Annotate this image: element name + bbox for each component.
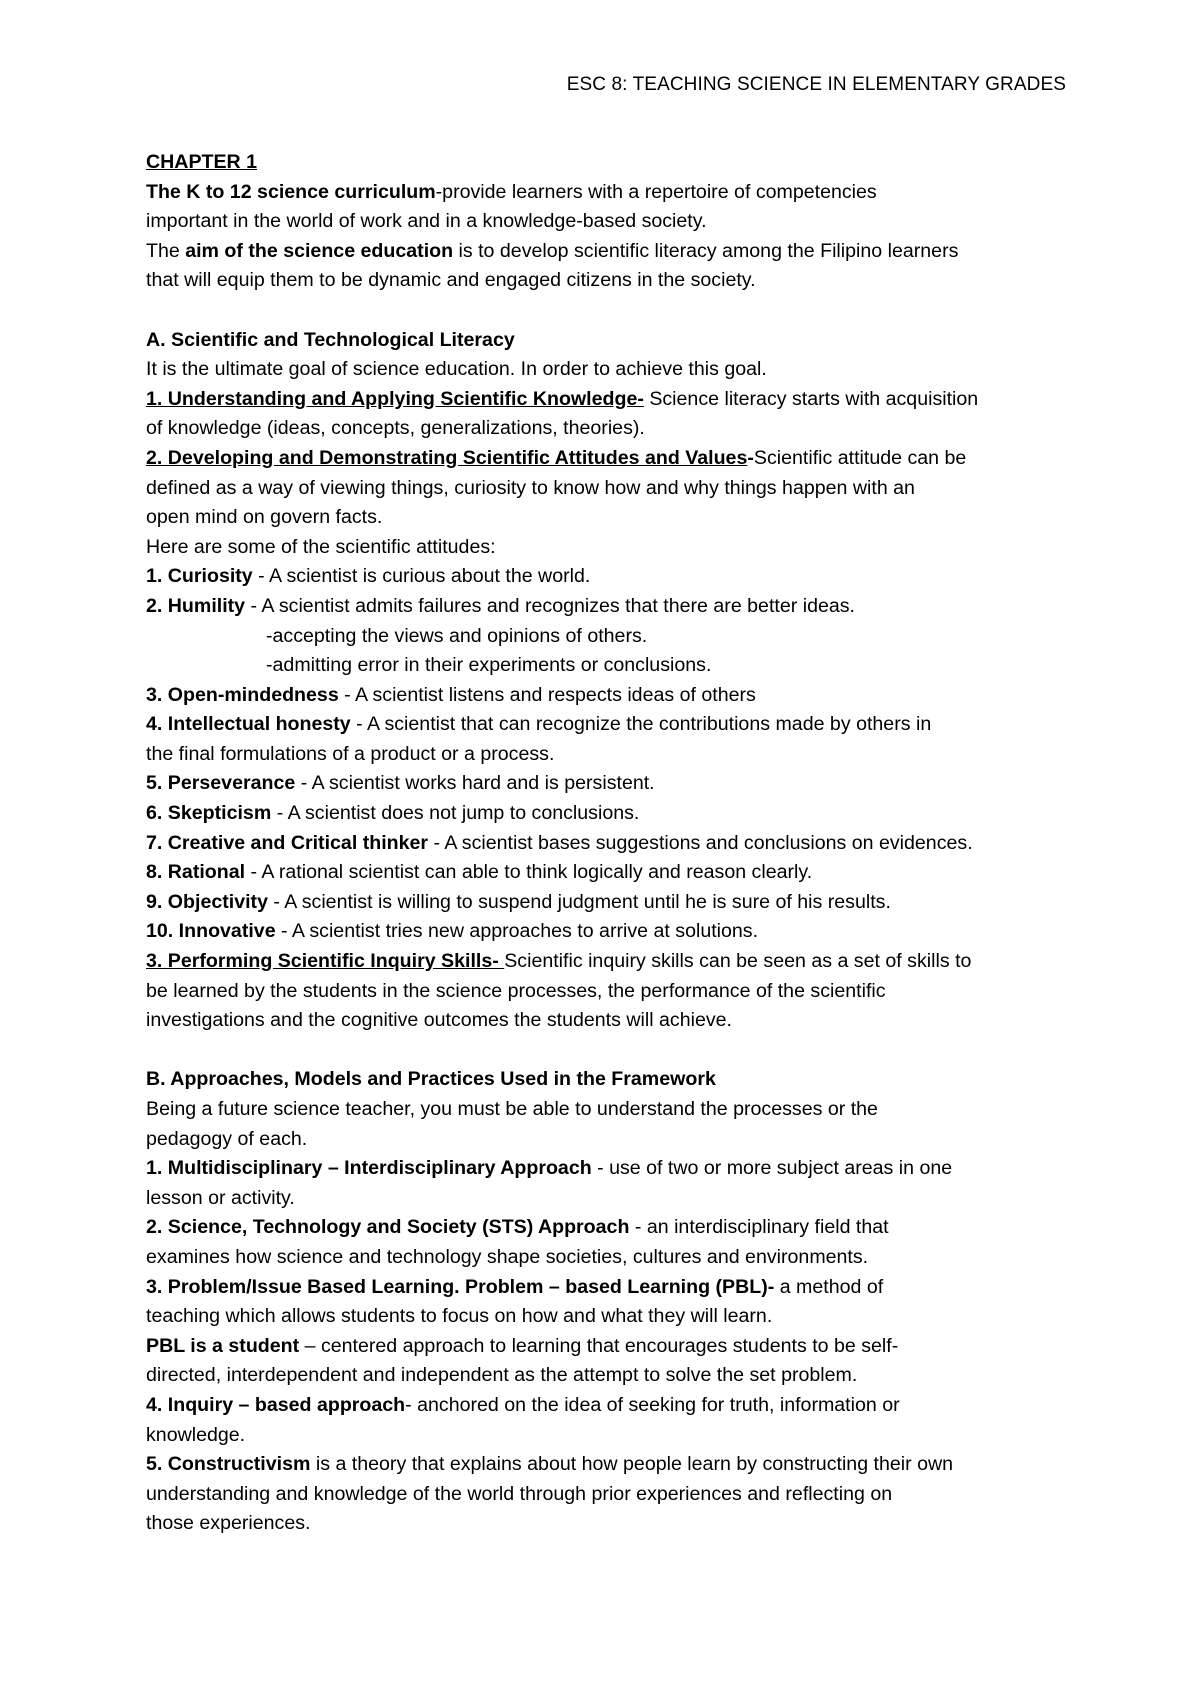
attitude-item: [146, 858, 1076, 888]
attitude-term: 7. Creative and Critical thinker: [146, 831, 429, 854]
attitude-desc: - A scientist that can recognize the contributions made by others in: [350, 713, 932, 736]
section-a-lead: It is the ultimate goal of science education. In order to achieve this goal.: [146, 358, 767, 381]
document-body: [146, 148, 1076, 1539]
attitude-item: [146, 681, 1076, 711]
attitude-item: [146, 769, 1076, 799]
attitude-desc: - A scientist is curious about the world.: [252, 565, 591, 588]
approach-item-5: [146, 1450, 1076, 1480]
approach-term: 1. Multidisciplinary – Interdisciplinary Approach: [146, 1157, 592, 1180]
attitude-term: 6. Skepticism: [146, 802, 272, 825]
item-3-text: Scientific inquiry skills can be seen as a set of skills to: [504, 950, 972, 973]
approach-desc-cont: understanding and knowledge of the world through prior experiences and reflecting on: [146, 1482, 893, 1505]
approach-item-3: [146, 1273, 1076, 1303]
approach-desc: - anchored on the idea of seeking for truth, information or: [405, 1393, 900, 1416]
approach-desc-cont: those experiences.: [146, 1512, 311, 1535]
attitude-desc: - A scientist listens and respects ideas of others: [338, 683, 756, 706]
section-a-item-2: [146, 444, 1076, 474]
attitude-desc: - A scientist admits failures and recognizes that there are better ideas.: [245, 594, 855, 617]
item-2-text-cont: open mind on govern facts.: [146, 506, 383, 529]
pbl-desc-cont: directed, interdependent and independent as the attempt to solve the set problem.: [146, 1364, 858, 1387]
item-1-text: Science literacy starts with acquisition: [643, 387, 979, 410]
item-2-title: 2. Developing and Demonstrating Scientific Attitudes and Values: [146, 446, 748, 469]
attitude-item: [146, 710, 1076, 740]
item-1-text-cont: of knowledge (ideas, concepts, generalizations, theories).: [146, 417, 645, 440]
attitude-item: [146, 888, 1076, 918]
approach-desc-cont: lesson or activity.: [146, 1186, 295, 1209]
pbl-term: PBL is a student: [146, 1334, 300, 1357]
attitude-term: 5. Perseverance: [146, 772, 296, 795]
attitude-term: 1. Curiosity: [146, 565, 253, 588]
attitude-desc: - A scientist bases suggestions and conclusions on evidences.: [428, 831, 973, 854]
item-3-text-cont: investigations and the cognitive outcomes the students will achieve.: [146, 1009, 732, 1032]
spacer: [146, 1036, 1076, 1066]
approach-term: 2. Science, Technology and Society (STS) Approach: [146, 1216, 630, 1239]
approach-item-4: [146, 1391, 1076, 1421]
aim-term: aim of the science education: [185, 239, 454, 262]
item-3-title: 3. Performing Scientific Inquiry Skills-: [146, 950, 505, 973]
attitude-term: 8. Rational: [146, 861, 246, 884]
section-b-lead-cont: pedagogy of each.: [146, 1127, 308, 1150]
attitude-term: 3. Open-mindedness: [146, 683, 339, 706]
approach-term: 3. Problem/Issue Based Learning. Problem – based Learning (PBL)-: [146, 1275, 775, 1298]
pbl-desc: – centered approach to learning that encourages students to be self-: [299, 1334, 899, 1357]
k12-text-cont: important in the world of work and in a knowledge-based society.: [146, 210, 707, 233]
approach-desc: - an interdisciplinary field that: [629, 1216, 889, 1239]
humility-sub-item: -accepting the views and opinions of others.: [266, 624, 648, 647]
approach-desc-cont: examines how science and technology shape societies, cultures and environments.: [146, 1245, 869, 1268]
approach-desc-cont: teaching which allows students to focus on how and what they will learn.: [146, 1305, 773, 1328]
attitude-term: 10. Innovative: [146, 920, 276, 943]
attitude-term: 4. Intellectual honesty: [146, 713, 351, 736]
item-1-title: 1. Understanding and Applying Scientific Knowledge-: [146, 387, 644, 410]
attitude-desc: - A scientist works hard and is persistent.: [295, 772, 655, 795]
item-2-text: Scientific attitude can be: [753, 446, 967, 469]
section-b-lead: Being a future science teacher, you must be able to understand the processes or the: [146, 1098, 878, 1120]
pbl-definition: [146, 1332, 1076, 1362]
attitudes-lead: Here are some of the scientific attitudes:: [146, 535, 496, 558]
attitude-item: [146, 829, 1076, 859]
attitude-item: [146, 562, 1076, 592]
chapter-heading: CHAPTER 1: [146, 151, 258, 173]
page-header-title: ESC 8: TEACHING SCIENCE IN ELEMENTARY GRADES: [566, 74, 1066, 95]
k12-text: -provide learners with a repertoire of competencies: [435, 180, 877, 203]
attitude-item: [146, 917, 1076, 947]
aim-pre: The: [146, 239, 186, 262]
item-2-text-cont: defined as a way of viewing things, curiosity to know how and why things happen with an: [146, 476, 915, 499]
aim-text: is to develop scientific literacy among the Filipino learners: [453, 239, 959, 262]
item-2-dash: -: [747, 446, 754, 469]
aim-text-cont: that will equip them to be dynamic and engaged citizens in the society.: [146, 269, 756, 292]
approach-item-1: [146, 1154, 1076, 1184]
attitude-term: 9. Objectivity: [146, 890, 268, 913]
humility-sub-item: -admitting error in their experiments or conclusions.: [266, 654, 712, 677]
section-a-heading: A. Scientific and Technological Literacy: [146, 328, 515, 351]
approach-desc: a method of: [774, 1275, 884, 1298]
approach-desc: - use of two or more subject areas in one: [591, 1157, 953, 1180]
attitude-desc: - A rational scientist can able to think logically and reason clearly.: [245, 861, 813, 884]
honesty-desc-cont: the final formulations of a product or a process.: [146, 742, 555, 765]
approach-desc: is a theory that explains about how people learn by constructing their own: [310, 1453, 954, 1476]
attitude-item: [146, 592, 1076, 622]
section-a-item-1: [146, 385, 1076, 415]
k12-term: The K to 12 science curriculum: [146, 180, 436, 203]
attitude-desc: - A scientist tries new approaches to arrive at solutions.: [275, 920, 759, 943]
attitude-term: 2. Humility: [146, 594, 246, 617]
attitude-desc: - A scientist is willing to suspend judgment until he is sure of his results.: [267, 890, 891, 913]
item-3-text-cont: be learned by the students in the science processes, the performance of the scientific: [146, 979, 886, 1002]
intro-paragraph-k12: [146, 178, 1076, 208]
approach-item-2: [146, 1213, 1076, 1243]
section-b-heading: B. Approaches, Models and Practices Used in the Framework: [146, 1068, 716, 1091]
approach-desc-cont: knowledge.: [146, 1423, 246, 1446]
approach-term: 5. Constructivism: [146, 1453, 311, 1476]
approach-term: 4. Inquiry – based approach: [146, 1393, 406, 1416]
attitude-item: [146, 799, 1076, 829]
intro-paragraph-aim: [146, 237, 1076, 267]
attitude-desc: - A scientist does not jump to conclusions.: [271, 802, 640, 825]
spacer: [146, 296, 1076, 326]
section-a-item-3: [146, 947, 1076, 977]
